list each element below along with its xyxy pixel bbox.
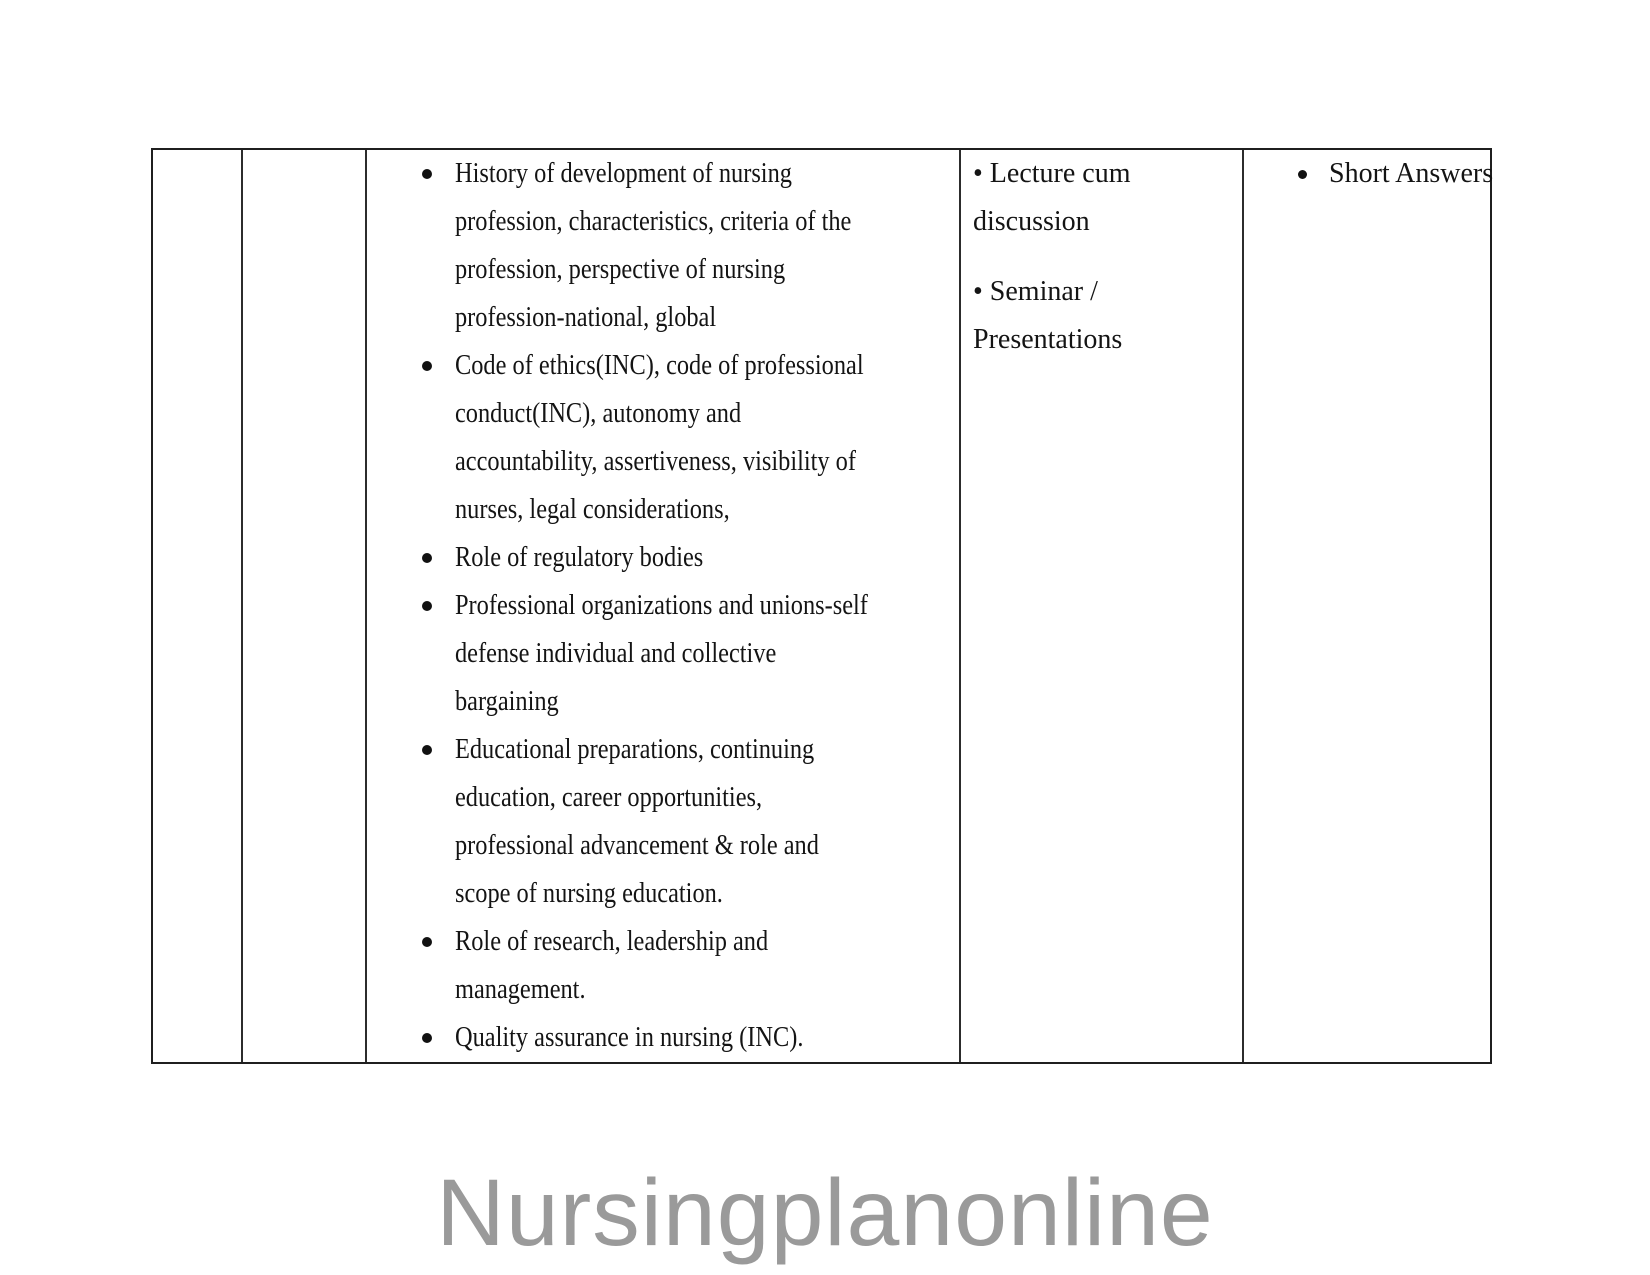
text-line-content: Short Answers <box>1329 158 1494 189</box>
text-line <box>455 198 959 246</box>
text-line-content: professional advancement & role and <box>455 830 819 861</box>
text-line <box>455 582 959 630</box>
text-line <box>455 774 959 822</box>
text-line <box>455 870 959 918</box>
bullet-item <box>455 726 959 918</box>
text-line-content: bargaining <box>455 686 559 717</box>
text-line <box>455 150 959 198</box>
text-line <box>455 630 959 678</box>
text-line-content: nurses, legal considerations, <box>455 494 730 525</box>
text-line-content: education, career opportunities, <box>455 782 763 813</box>
bullet-item <box>973 268 1242 364</box>
bullet-icon <box>422 361 432 371</box>
text-line <box>455 918 959 966</box>
text-line <box>973 268 1242 316</box>
table-cell-empty-1 <box>153 150 241 1062</box>
text-line <box>973 150 1242 198</box>
text-line <box>455 486 959 534</box>
content-cell <box>365 150 959 1062</box>
text-line-content: Quality assurance in nursing (INC). <box>455 1022 804 1053</box>
table-cell-empty-2 <box>241 150 365 1062</box>
text-line <box>455 966 959 1014</box>
text-line-content: Presentations <box>973 324 1123 355</box>
text-line-content: • Seminar / <box>973 276 1098 307</box>
bullet-item <box>455 534 959 582</box>
text-line-content: Code of ethics(INC), code of professional <box>455 350 864 381</box>
text-line-content: accountability, assertiveness, visibility of <box>455 446 856 477</box>
teaching-method-cell <box>959 150 1242 1062</box>
text-line-content: Role of regulatory bodies <box>455 542 704 573</box>
bullet-icon <box>422 553 432 563</box>
text-line-content: • Lecture cum <box>973 158 1131 189</box>
bullet-icon <box>1298 170 1307 179</box>
syllabus-table <box>151 148 1492 1064</box>
text-line-content: conduct(INC), autonomy and <box>455 398 742 429</box>
text-line <box>455 822 959 870</box>
text-line <box>1329 150 1494 198</box>
text-line <box>455 246 959 294</box>
bullet-item <box>455 918 959 1014</box>
text-line <box>455 1014 959 1062</box>
assessment-cell <box>1242 150 1494 1062</box>
bullet-item <box>455 342 959 534</box>
bullet-item <box>973 150 1242 246</box>
text-line <box>973 198 1242 246</box>
bullet-item <box>455 582 959 726</box>
text-line-content: History of development of nursing <box>455 158 792 189</box>
text-line-content: defense individual and collective <box>455 638 777 669</box>
bullet-icon <box>422 745 432 755</box>
bullet-icon <box>422 1033 432 1043</box>
text-line <box>455 294 959 342</box>
text-line-content: Educational preparations, continuing <box>455 734 815 765</box>
text-line-content: profession, perspective of nursing <box>455 254 786 285</box>
text-line <box>455 390 959 438</box>
bullet-icon <box>422 601 432 611</box>
text-line-content: Professional organizations and unions-self <box>455 590 868 621</box>
bullet-item <box>1329 150 1494 198</box>
text-line-content: Role of research, leadership and <box>455 926 769 957</box>
text-line <box>455 726 959 774</box>
text-line-content: profession, characteristics, criteria of the <box>455 206 852 237</box>
text-line <box>455 438 959 486</box>
text-line-content: management. <box>455 974 586 1005</box>
text-line-content: discussion <box>973 206 1090 237</box>
text-line-content: profession-national, global <box>455 302 717 333</box>
watermark-text: Nursingplanonline <box>436 1160 1214 1266</box>
bullet-icon <box>422 937 432 947</box>
text-line-content: scope of nursing education. <box>455 878 723 909</box>
bullet-icon <box>422 169 432 179</box>
bullet-item <box>455 1014 959 1062</box>
text-line <box>455 342 959 390</box>
text-line <box>973 316 1242 364</box>
text-line <box>455 678 959 726</box>
text-line <box>455 534 959 582</box>
bullet-item <box>455 150 959 342</box>
